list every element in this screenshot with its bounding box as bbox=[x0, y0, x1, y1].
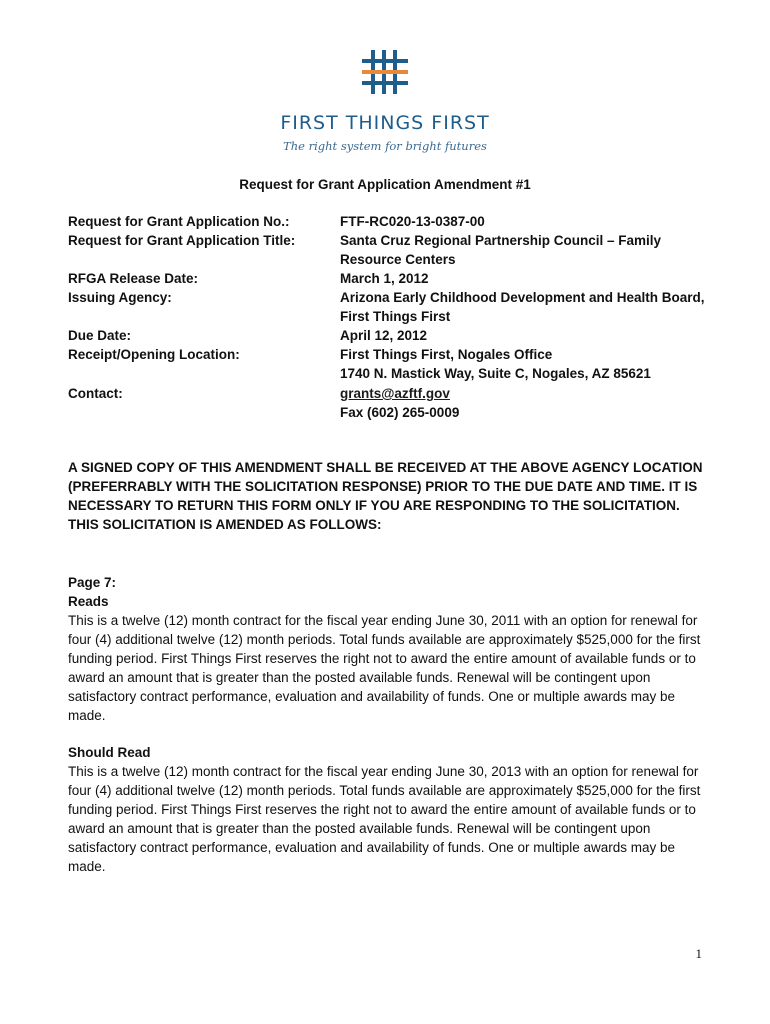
field-value-release-date: March 1, 2012 bbox=[340, 271, 429, 286]
field-value-application-no: FTF-RC020-13-0387-00 bbox=[340, 214, 485, 229]
reads-paragraph: This is a twelve (12) month contract for the fiscal year ending June 30, 2011 with an option for renewal for four (4) additional twelve (12) month periods. Total funds available are approximately $525,000 for the first funding period. First Things First reserves the right not to award the entire amount of available funds or to award an amount that is greater than the posted available funds. Renewal will be contingent upon satisfactory contract performance, evaluation and availability of funds. One or multiple awards may be made. bbox=[68, 613, 701, 723]
document-title: Request for Grant Application Amendment #1 bbox=[239, 177, 531, 192]
section-page-ref: Page 7: bbox=[68, 575, 117, 590]
field-label-application-title: Request for Grant Application Title: bbox=[68, 233, 296, 248]
field-label-location: Receipt/Opening Location: bbox=[68, 347, 240, 362]
should-read-paragraph: This is a twelve (12) month contract for the fiscal year ending June 30, 2013 with an option for renewal for four (4) additional twelve (12) month periods. Total funds available are approximately $525,000 for the first funding period. First Things First reserves the right not to award the entire amount of available funds or to award an amount that is greater than the posted available funds. Renewal will be contingent upon satisfactory contract performance, evaluation and availability of funds. One or multiple awards may be made. bbox=[68, 764, 701, 874]
field-value-address: 1740 N. Mastick Way, Suite C, Nogales, AZ 85621 bbox=[340, 366, 651, 381]
reads-heading: Reads bbox=[68, 594, 109, 609]
should-read-heading: Should Read bbox=[68, 745, 151, 760]
field-value-application-title: Santa Cruz Regional Partnership Council – Family bbox=[340, 233, 662, 248]
field-label-application-no: Request for Grant Application No.: bbox=[68, 214, 290, 229]
field-value-issuing-agency: Arizona Early Childhood Development and Health Board, bbox=[340, 290, 705, 305]
first-things-first-logo-icon bbox=[362, 50, 408, 94]
amendment-notice: A SIGNED COPY OF THIS AMENDMENT SHALL BE RECEIVED AT THE ABOVE AGENCY LOCATION (PREFERRABLY WITH THE SOLICITATION RESPONSE) PRIOR TO THE DUE DATE AND TIME. IT IS NECESSARY TO RETURN THIS FORM ONLY IF YOU ARE RESPONDING TO THE SOLICITATION. THIS SOLICITATION IS AMENDED AS FOLLOWS: bbox=[68, 460, 703, 532]
field-value-due-date: April 12, 2012 bbox=[340, 328, 428, 343]
field-label-contact: Contact: bbox=[68, 386, 123, 401]
page-number: 1 bbox=[695, 946, 702, 961]
field-label-due-date: Due Date: bbox=[68, 328, 132, 343]
contact-email-link[interactable]: grants@azftf.gov bbox=[340, 386, 450, 401]
field-value-issuing-agency-cont: First Things First bbox=[340, 309, 451, 324]
field-value-location: First Things First, Nogales Office bbox=[340, 347, 553, 362]
logo-tagline: The right system for bright futures bbox=[283, 139, 487, 153]
field-label-issuing-agency: Issuing Agency: bbox=[68, 290, 172, 305]
field-label-release-date: RFGA Release Date: bbox=[68, 271, 199, 286]
field-value-fax: Fax (602) 265-0009 bbox=[340, 405, 460, 420]
logo-wordmark: FIRST THINGS FIRST bbox=[280, 112, 490, 134]
field-value-application-title-cont: Resource Centers bbox=[340, 252, 456, 267]
